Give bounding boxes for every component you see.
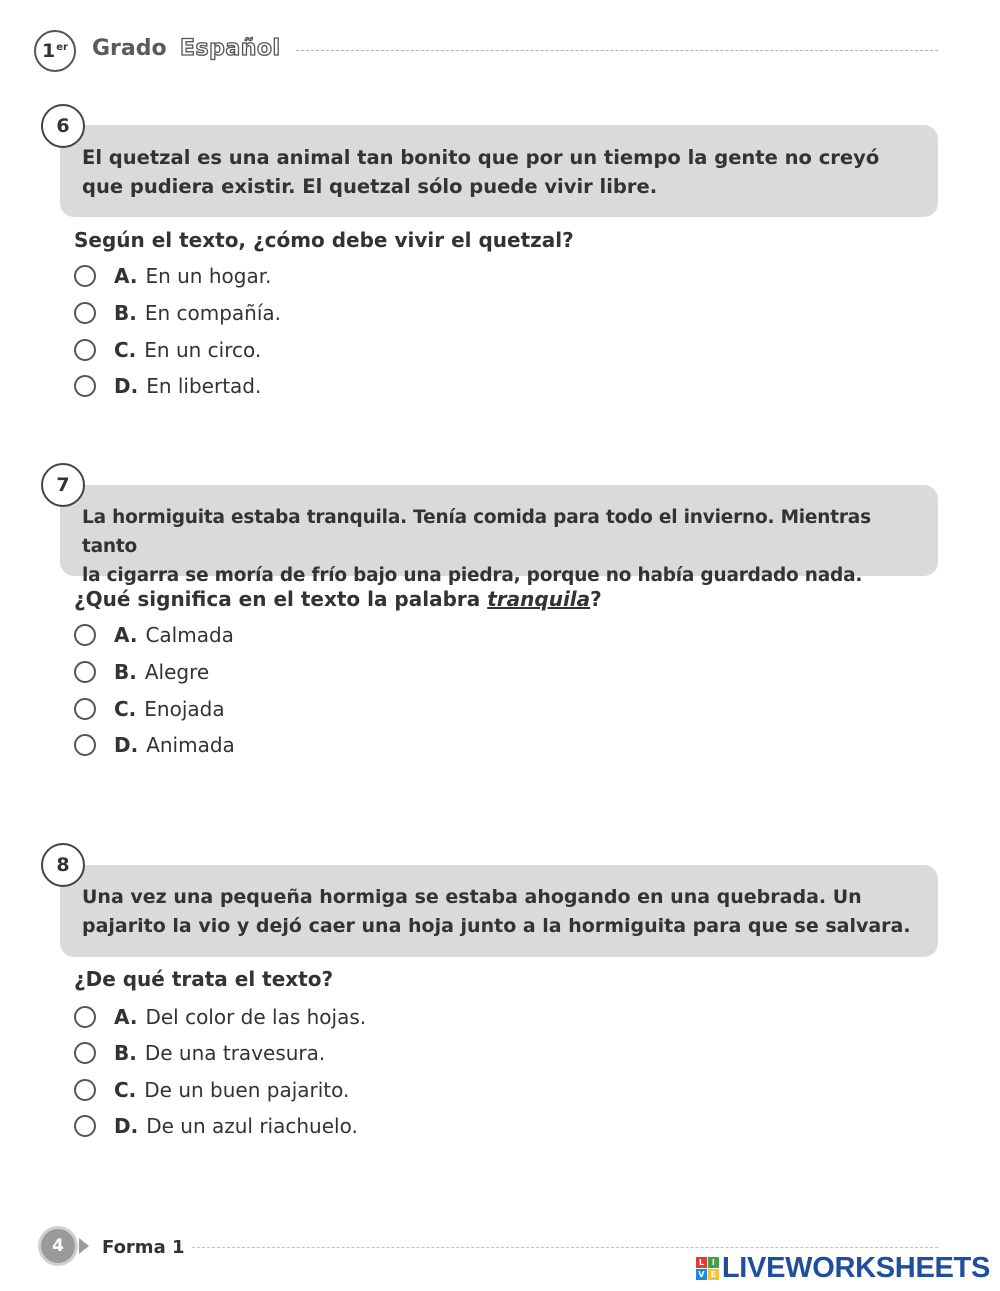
brand-name: LIVEWORKSHEETS — [721, 1252, 990, 1284]
option-text: De una travesura. — [144, 1041, 326, 1065]
question-8-option-a[interactable] — [74, 1003, 366, 1031]
option-letter: B. — [114, 660, 137, 684]
option-letter: A. — [114, 623, 138, 647]
option-letter: B. — [114, 301, 137, 325]
page-number-badge: 4 — [38, 1226, 78, 1266]
radio-button[interactable] — [74, 265, 96, 287]
passage-line: Una vez una pequeña hormiga se estaba ahogando en una quebrada. Un — [82, 886, 862, 908]
arrow-right-icon — [79, 1238, 89, 1254]
option-text: De un buen pajarito. — [144, 1078, 350, 1102]
passage-line: que pudiera existir. El quetzal sólo puede vivir libre. — [82, 175, 658, 198]
question-6-option-a[interactable] — [74, 262, 271, 290]
radio-button[interactable] — [74, 661, 96, 683]
option-text: Alegre — [144, 660, 210, 684]
option-letter: A. — [114, 264, 138, 288]
question-8-passage — [60, 865, 938, 957]
question-6-number: 6 — [41, 104, 85, 148]
passage-line: la cigarra se moría de frío bajo una piedra, porque no había guardado nada. — [82, 565, 863, 586]
option-letter: D. — [114, 374, 139, 398]
grade-badge — [34, 30, 76, 72]
liveworksheets-logo-icon — [696, 1257, 719, 1280]
option-letter: C. — [114, 338, 137, 362]
option-letter: C. — [114, 697, 137, 721]
question-6-prompt: Según el texto, ¿cómo debe vivir el quetzal? — [74, 228, 574, 252]
option-text: En compañía. — [144, 301, 282, 325]
question-6-option-d[interactable] — [74, 372, 261, 400]
passage-line: La hormiguita estaba tranquila. Tenía comida para todo el invierno. Mientras tanto — [82, 507, 871, 557]
question-8-number: 8 — [41, 843, 85, 887]
radio-button[interactable] — [74, 734, 96, 756]
option-letter: B. — [114, 1041, 137, 1065]
option-text: En un hogar. — [145, 264, 272, 288]
grade-label: Grado — [92, 36, 167, 61]
header-divider — [296, 50, 938, 51]
radio-button[interactable] — [74, 1079, 96, 1101]
prompt-keyword: tranquila — [487, 587, 591, 611]
option-letter: D. — [114, 733, 139, 757]
question-8-option-d[interactable] — [74, 1112, 358, 1140]
passage-line: El quetzal es una animal tan bonito que por un tiempo la gente no creyó — [82, 146, 880, 169]
question-8-option-c[interactable] — [74, 1076, 349, 1104]
question-7-option-c[interactable] — [74, 695, 225, 723]
option-letter: A. — [114, 1005, 138, 1029]
question-7-prompt — [74, 587, 602, 611]
option-text: En libertad. — [146, 374, 262, 398]
radio-button[interactable] — [74, 375, 96, 397]
grade-number: 1 — [42, 40, 56, 62]
radio-button[interactable] — [74, 624, 96, 646]
footer-divider — [192, 1247, 938, 1248]
radio-button[interactable] — [74, 339, 96, 361]
option-text: Animada — [146, 733, 235, 757]
prompt-text: ? — [590, 587, 602, 611]
question-7-option-b[interactable] — [74, 658, 209, 686]
logo-tile: E — [708, 1269, 719, 1280]
question-8-option-b[interactable] — [74, 1039, 325, 1067]
option-text: De un azul riachuelo. — [146, 1114, 358, 1138]
grade-suffix: er — [56, 41, 68, 53]
question-7-number: 7 — [41, 463, 85, 507]
question-7-option-a[interactable] — [74, 621, 234, 649]
question-6-option-b[interactable] — [74, 299, 281, 327]
option-text: En un circo. — [144, 338, 262, 362]
question-7-passage — [60, 485, 938, 586]
subject-title: Español — [180, 36, 281, 61]
logo-tile: L — [696, 1257, 707, 1268]
option-letter: D. — [114, 1114, 139, 1138]
option-text: Del color de las hojas. — [145, 1005, 367, 1029]
radio-button[interactable] — [74, 1115, 96, 1137]
option-text: Calmada — [145, 623, 234, 647]
radio-button[interactable] — [74, 1042, 96, 1064]
option-letter: C. — [114, 1078, 137, 1102]
question-8-prompt: ¿De qué trata el texto? — [74, 967, 334, 991]
logo-tile: I — [708, 1257, 719, 1268]
option-text: Enojada — [144, 697, 225, 721]
question-6-passage — [60, 125, 938, 217]
logo-tile: V — [696, 1269, 707, 1280]
brand-link[interactable] — [696, 1252, 990, 1285]
prompt-text: ¿Qué significa en el texto la palabra — [74, 587, 488, 611]
radio-button[interactable] — [74, 1006, 96, 1028]
question-7-option-d[interactable] — [74, 731, 235, 759]
radio-button[interactable] — [74, 698, 96, 720]
passage-line: pajarito la vio y dejó caer una hoja junto a la hormiguita para que se salvara. — [82, 915, 911, 937]
radio-button[interactable] — [74, 302, 96, 324]
question-6-option-c[interactable] — [74, 336, 261, 364]
form-label: Forma 1 — [102, 1237, 185, 1258]
